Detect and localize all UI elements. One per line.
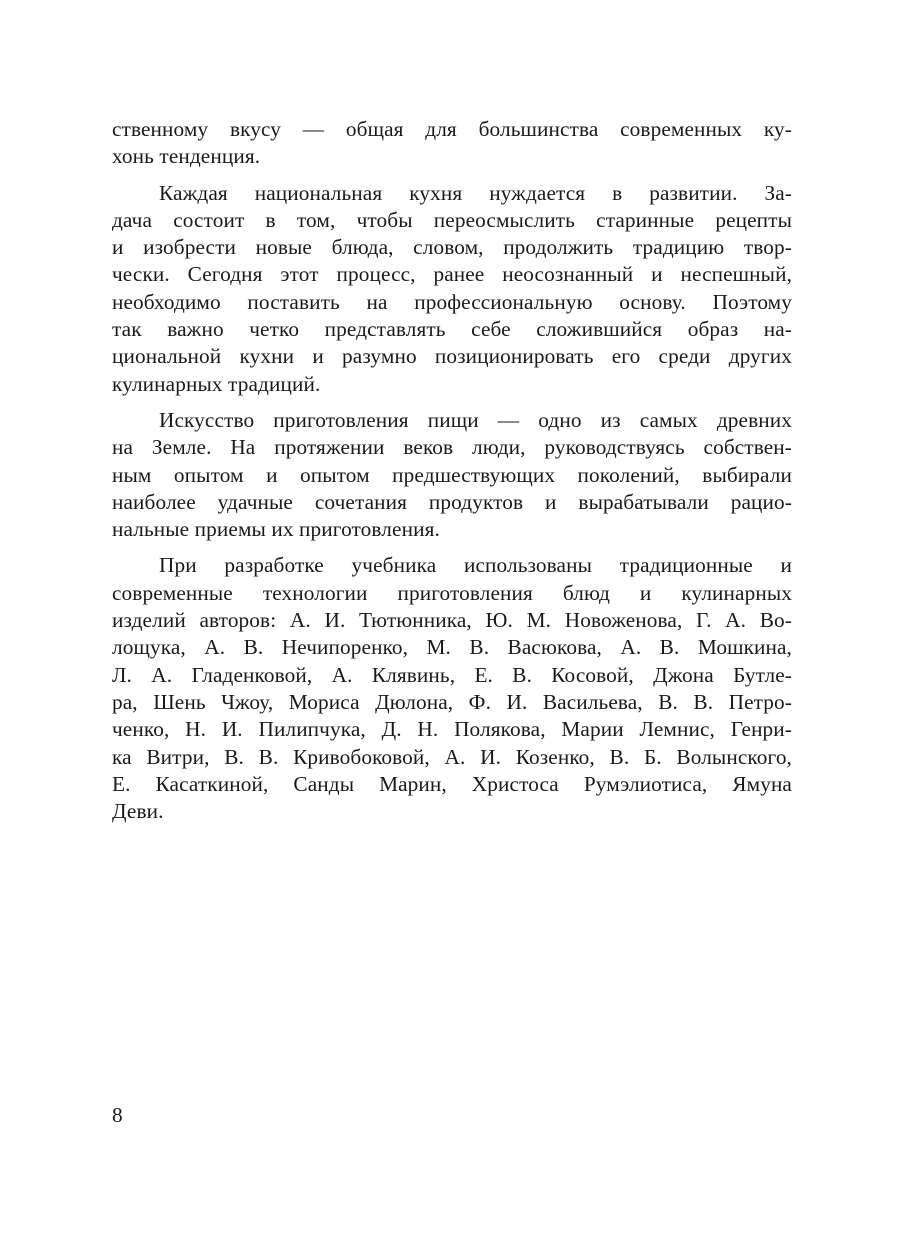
- text-line: При разработке учебника использованы традиционные и: [159, 553, 792, 578]
- body-text: [112, 116, 792, 825]
- text-line: ченко, Н. И. Пилипчука, Д. Н. Полякова, Марии Лемнис, Генри-: [112, 717, 792, 742]
- text-line: так важно четко представлять себе сложившийся образ на-: [112, 317, 792, 342]
- text-line: лощука, А. В. Нечипоренко, М. В. Васюкова, А. В. Мошкина,: [112, 635, 792, 660]
- text-line: ра, Шень Чжоу, Мориса Дюлона, Ф. И. Васильева, В. В. Петро-: [112, 689, 792, 714]
- text-line: Деви.: [112, 799, 164, 824]
- text-line: ка Витри, В. В. Кривобоковой, А. И. Козенко, В. Б. Волынского,: [112, 744, 792, 769]
- paragraph-2: [112, 180, 792, 398]
- text-line: Искусство приготовления пищи — одно из самых древних: [159, 407, 792, 432]
- text-line: Л. А. Гладенковой, А. Клявинь, Е. В. Косовой, Джона Бутле-: [112, 662, 792, 687]
- text-line: на Земле. На протяжении веков люди, руководствуясь собствен-: [112, 435, 792, 460]
- text-line: наиболее удачные сочетания продуктов и вырабатывали рацио-: [112, 489, 792, 514]
- text-line: необходимо поставить на профессиональную основу. Поэтому: [112, 289, 792, 314]
- text-line: изделий авторов: А. И. Тютюнника, Ю. М. Новоженова, Г. А. Во-: [112, 608, 792, 633]
- text-line: Е. Касаткиной, Санды Марин, Христоса Румэлиотиса, Ямуна: [112, 771, 792, 796]
- text-line: ственному вкусу — общая для большинства современных ку-: [112, 117, 792, 141]
- text-line: хонь тенденция.: [112, 144, 261, 169]
- text-line: циональной кухни и разумно позиционировать его среди других: [112, 344, 792, 369]
- text-line: нальные приемы их приготовления.: [112, 517, 440, 542]
- paragraph-4: [112, 552, 792, 825]
- text-line: и изобрести новые блюда, словом, продолжить традицию твор-: [112, 235, 792, 260]
- text-line: чески. Сегодня этот процесс, ранее неосознанный и неспешный,: [112, 262, 792, 287]
- page-number: 8: [112, 1103, 123, 1127]
- paragraph-3: [112, 407, 792, 543]
- text-line: дача состоит в том, чтобы переосмыслить старинные рецепты: [112, 207, 792, 232]
- paragraph-1: [112, 116, 792, 171]
- text-line: ным опытом и опытом предшествующих поколений, выбирали: [112, 462, 792, 487]
- text-line: современные технологии приготовления блюд и кулинарных: [112, 580, 792, 605]
- text-line: Каждая национальная кухня нуждается в развитии. За-: [159, 180, 792, 205]
- text-line: кулинарных традиций.: [112, 371, 321, 396]
